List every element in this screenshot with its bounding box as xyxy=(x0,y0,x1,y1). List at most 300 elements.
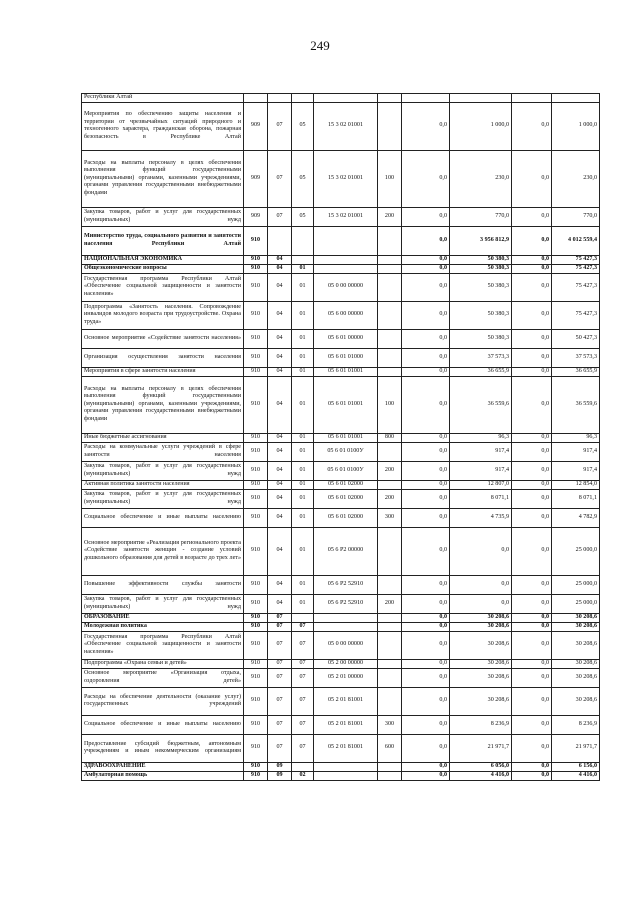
amount-1-cell: 0,0 xyxy=(402,376,450,433)
section-code-cell: 07 xyxy=(268,631,292,659)
amount-4-cell: 37 573,3 xyxy=(552,348,600,367)
amount-3-cell: 0,0 xyxy=(512,207,552,226)
subsection-code-cell: 01 xyxy=(292,301,314,329)
grbs-code-cell: 910 xyxy=(244,489,268,508)
table-row xyxy=(82,94,600,103)
grbs-code-cell: 910 xyxy=(244,631,268,659)
amount-1-cell: 0,0 xyxy=(402,668,450,687)
grbs-code-cell: 910 xyxy=(244,255,268,264)
subsection-code-cell: 01 xyxy=(292,489,314,508)
expense-type-cell xyxy=(378,94,402,103)
grbs-code-cell: 909 xyxy=(244,150,268,207)
section-code-cell: 04 xyxy=(268,273,292,301)
target-article-cell xyxy=(314,771,378,780)
amount-3-cell: 0,0 xyxy=(512,255,552,264)
amount-3-cell xyxy=(512,94,552,103)
amount-2-cell: 3 956 812,9 xyxy=(450,226,512,255)
amount-2-cell: 36 559,6 xyxy=(450,376,512,433)
grbs-code-cell: 910 xyxy=(244,715,268,734)
table-row xyxy=(82,102,600,150)
amount-1-cell: 0,0 xyxy=(402,226,450,255)
amount-2-cell: 4 416,0 xyxy=(450,771,512,780)
amount-1-cell: 0,0 xyxy=(402,594,450,613)
table-row xyxy=(82,433,600,442)
section-code-cell: 07 xyxy=(268,207,292,226)
table-row xyxy=(82,687,600,715)
amount-2-cell: 0,0 xyxy=(450,575,512,594)
grbs-code-cell: 910 xyxy=(244,301,268,329)
amount-4-cell: 25 000,0 xyxy=(552,594,600,613)
item-name-cell: Республики Алтай xyxy=(82,94,244,103)
amount-2-cell: 4 735,9 xyxy=(450,508,512,527)
amount-2-cell: 50 380,3 xyxy=(450,329,512,348)
grbs-code-cell: 910 xyxy=(244,659,268,668)
amount-2-cell: 50 380,3 xyxy=(450,264,512,273)
item-name-cell: Молодежная политика xyxy=(82,622,244,631)
amount-4-cell: 30 208,6 xyxy=(552,622,600,631)
target-article-cell: 05 6 01 0100У xyxy=(314,442,378,461)
grbs-code-cell: 910 xyxy=(244,376,268,433)
table-row xyxy=(82,622,600,631)
section-code-cell: 09 xyxy=(268,771,292,780)
section-code-cell: 04 xyxy=(268,575,292,594)
expense-type-cell xyxy=(378,273,402,301)
amount-3-cell: 0,0 xyxy=(512,659,552,668)
expense-type-cell: 300 xyxy=(378,508,402,527)
table-row xyxy=(82,442,600,461)
amount-4-cell: 30 208,6 xyxy=(552,613,600,622)
item-name-cell: ОБРАЗОВАНИЕ xyxy=(82,613,244,622)
grbs-code-cell: 910 xyxy=(244,442,268,461)
grbs-code-cell: 910 xyxy=(244,594,268,613)
amount-1-cell: 0,0 xyxy=(402,150,450,207)
target-article-cell: 05 6 01 0100У xyxy=(314,461,378,480)
amount-3-cell: 0,0 xyxy=(512,631,552,659)
table-row xyxy=(82,508,600,527)
amount-4-cell: 25 000,0 xyxy=(552,527,600,575)
amount-2-cell: 1 000,0 xyxy=(450,102,512,150)
item-name-cell: Основное мероприятие «Содействие занятости населения» xyxy=(82,329,244,348)
item-name-cell: Закупка товаров, работ и услуг для государственных (муниципальных) нужд xyxy=(82,594,244,613)
amount-3-cell: 0,0 xyxy=(512,348,552,367)
section-code-cell: 07 xyxy=(268,734,292,762)
amount-4-cell: 30 208,6 xyxy=(552,631,600,659)
target-article-cell: 05 6 01 02000 xyxy=(314,480,378,489)
amount-4-cell: 4 012 559,4 xyxy=(552,226,600,255)
page-number: 249 xyxy=(310,38,330,53)
expense-type-cell xyxy=(378,687,402,715)
table-row xyxy=(82,376,600,433)
grbs-code-cell: 910 xyxy=(244,527,268,575)
grbs-code-cell: 910 xyxy=(244,329,268,348)
amount-1-cell xyxy=(402,94,450,103)
subsection-code-cell: 01 xyxy=(292,329,314,348)
target-article-cell xyxy=(314,264,378,273)
expense-type-cell xyxy=(378,102,402,150)
section-code-cell: 04 xyxy=(268,442,292,461)
subsection-code-cell: 07 xyxy=(292,668,314,687)
grbs-code-cell: 910 xyxy=(244,433,268,442)
amount-1-cell: 0,0 xyxy=(402,480,450,489)
target-article-cell: 05 6 01 01001 xyxy=(314,376,378,433)
target-article-cell: 15 3 02 01001 xyxy=(314,207,378,226)
amount-3-cell: 0,0 xyxy=(512,668,552,687)
subsection-code-cell: 01 xyxy=(292,461,314,480)
amount-1-cell: 0,0 xyxy=(402,734,450,762)
section-code-cell: 04 xyxy=(268,508,292,527)
amount-4-cell: 917,4 xyxy=(552,461,600,480)
expense-type-cell xyxy=(378,442,402,461)
table-row xyxy=(82,527,600,575)
amount-1-cell: 0,0 xyxy=(402,329,450,348)
item-name-cell: ЗДРАВООХРАНЕНИЕ xyxy=(82,762,244,771)
grbs-code-cell: 910 xyxy=(244,367,268,376)
target-article-cell: 05 2 01 00000 xyxy=(314,668,378,687)
target-article-cell xyxy=(314,613,378,622)
item-name-cell: Иные бюджетные ассигнования xyxy=(82,433,244,442)
table-row xyxy=(82,631,600,659)
section-code-cell: 04 xyxy=(268,376,292,433)
expense-type-cell: 200 xyxy=(378,207,402,226)
expense-type-cell xyxy=(378,255,402,264)
table-row xyxy=(82,348,600,367)
expense-type-cell xyxy=(378,659,402,668)
amount-4-cell: 75 427,3 xyxy=(552,255,600,264)
expense-type-cell xyxy=(378,613,402,622)
target-article-cell: 05 2 01 81001 xyxy=(314,715,378,734)
table-row xyxy=(82,150,600,207)
amount-2-cell: 8 236,9 xyxy=(450,715,512,734)
expense-type-cell xyxy=(378,329,402,348)
amount-2-cell: 50 380,3 xyxy=(450,273,512,301)
subsection-code-cell: 07 xyxy=(292,659,314,668)
item-name-cell: Мероприятия по обеспечению защиты населения и территории от чрезвычайных ситуаций природного и техногенного характера, гражданская оборона, пожарная безопасность в Республике Алтай xyxy=(82,102,244,150)
amount-3-cell: 0,0 xyxy=(512,442,552,461)
item-name-cell: Государственная программа Республики Алтай «Обеспечение социальной защищенности и занятости населения» xyxy=(82,631,244,659)
item-name-cell: Социальное обеспечение и иные выплаты населению xyxy=(82,508,244,527)
expense-type-cell: 200 xyxy=(378,461,402,480)
amount-2-cell: 30 208,6 xyxy=(450,613,512,622)
amount-4-cell: 30 208,6 xyxy=(552,659,600,668)
target-article-cell: 05 6 01 01000 xyxy=(314,348,378,367)
table-row xyxy=(82,273,600,301)
subsection-code-cell: 07 xyxy=(292,734,314,762)
amount-1-cell: 0,0 xyxy=(402,461,450,480)
subsection-code-cell: 05 xyxy=(292,150,314,207)
amount-2-cell: 30 208,6 xyxy=(450,659,512,668)
section-code-cell: 07 xyxy=(268,687,292,715)
amount-3-cell: 0,0 xyxy=(512,367,552,376)
grbs-code-cell: 910 xyxy=(244,273,268,301)
table-row xyxy=(82,480,600,489)
item-name-cell: Предоставление субсидий бюджетным, автономным учреждениям и иным некоммерческим организациям xyxy=(82,734,244,762)
subsection-code-cell: 05 xyxy=(292,102,314,150)
target-article-cell: 05 0 00 00000 xyxy=(314,273,378,301)
amount-1-cell: 0,0 xyxy=(402,508,450,527)
item-name-cell: Повышение эффективности службы занятости xyxy=(82,575,244,594)
expense-type-cell xyxy=(378,631,402,659)
amount-3-cell: 0,0 xyxy=(512,301,552,329)
amount-3-cell: 0,0 xyxy=(512,762,552,771)
expense-type-cell xyxy=(378,771,402,780)
section-code-cell: 07 xyxy=(268,150,292,207)
amount-4-cell: 8 236,9 xyxy=(552,715,600,734)
table-row xyxy=(82,226,600,255)
amount-1-cell: 0,0 xyxy=(402,575,450,594)
expense-type-cell: 600 xyxy=(378,734,402,762)
grbs-code-cell: 910 xyxy=(244,771,268,780)
table-row xyxy=(82,762,600,771)
amount-1-cell: 0,0 xyxy=(402,659,450,668)
target-article-cell: 05 6 01 02000 xyxy=(314,489,378,508)
amount-2-cell: 6 056,0 xyxy=(450,762,512,771)
amount-3-cell: 0,0 xyxy=(512,508,552,527)
table-row xyxy=(82,329,600,348)
amount-1-cell: 0,0 xyxy=(402,489,450,508)
amount-2-cell: 30 208,6 xyxy=(450,631,512,659)
amount-3-cell: 0,0 xyxy=(512,102,552,150)
expense-type-cell: 200 xyxy=(378,594,402,613)
grbs-code-cell: 910 xyxy=(244,575,268,594)
expense-type-cell: 800 xyxy=(378,433,402,442)
subsection-code-cell: 01 xyxy=(292,575,314,594)
amount-3-cell: 0,0 xyxy=(512,715,552,734)
amount-2-cell: 8 071,1 xyxy=(450,489,512,508)
amount-3-cell: 0,0 xyxy=(512,622,552,631)
target-article-cell: 05 2 00 00000 xyxy=(314,659,378,668)
expense-type-cell xyxy=(378,762,402,771)
expense-type-cell xyxy=(378,348,402,367)
amount-3-cell: 0,0 xyxy=(512,489,552,508)
subsection-code-cell: 07 xyxy=(292,631,314,659)
item-name-cell: Общеэкономические вопросы xyxy=(82,264,244,273)
subsection-code-cell: 05 xyxy=(292,207,314,226)
amount-4-cell: 25 000,0 xyxy=(552,575,600,594)
expense-type-cell xyxy=(378,367,402,376)
section-code-cell: 04 xyxy=(268,329,292,348)
subsection-code-cell: 02 xyxy=(292,771,314,780)
item-name-cell: Расходы на выплаты персоналу в целях обеспечения выполнения функций государственными (муниципальными) органами, казенными учреждениями, органами управления государственными внебюджетными фондами xyxy=(82,376,244,433)
section-code-cell: 04 xyxy=(268,255,292,264)
amount-2-cell: 50 380,3 xyxy=(450,255,512,264)
subsection-code-cell: 01 xyxy=(292,433,314,442)
item-name-cell: Закупка товаров, работ и услуг для государственных (муниципальных) нужд xyxy=(82,207,244,226)
table-row xyxy=(82,613,600,622)
subsection-code-cell xyxy=(292,613,314,622)
subsection-code-cell: 01 xyxy=(292,480,314,489)
amount-4-cell: 75 427,3 xyxy=(552,301,600,329)
amount-4-cell: 36 559,6 xyxy=(552,376,600,433)
amount-1-cell: 0,0 xyxy=(402,687,450,715)
expense-type-cell: 200 xyxy=(378,489,402,508)
section-code-cell: 04 xyxy=(268,367,292,376)
amount-4-cell: 12 854,0 xyxy=(552,480,600,489)
grbs-code-cell: 909 xyxy=(244,207,268,226)
section-code-cell: 04 xyxy=(268,527,292,575)
table-row xyxy=(82,367,600,376)
grbs-code-cell: 910 xyxy=(244,508,268,527)
amount-4-cell: 75 427,3 xyxy=(552,273,600,301)
amount-4-cell: 1 000,0 xyxy=(552,102,600,150)
item-name-cell: Государственная программа Республики Алтай «Обеспечение социальной защищенности и занятости населения» xyxy=(82,273,244,301)
amount-2-cell: 21 971,7 xyxy=(450,734,512,762)
section-code-cell: 07 xyxy=(268,659,292,668)
amount-2-cell: 30 208,6 xyxy=(450,687,512,715)
amount-1-cell: 0,0 xyxy=(402,613,450,622)
amount-1-cell: 0,0 xyxy=(402,255,450,264)
subsection-code-cell: 07 xyxy=(292,687,314,715)
subsection-code-cell: 01 xyxy=(292,442,314,461)
item-name-cell: Подпрограмма «Занятость населения. Сопровождение инвалидов молодого возраста при трудоустройстве. Охрана труда» xyxy=(82,301,244,329)
target-article-cell: 05 2 01 81001 xyxy=(314,687,378,715)
grbs-code-cell: 910 xyxy=(244,734,268,762)
subsection-code-cell: 01 xyxy=(292,273,314,301)
subsection-code-cell: 01 xyxy=(292,367,314,376)
amount-4-cell: 50 427,3 xyxy=(552,329,600,348)
table-row xyxy=(82,489,600,508)
amount-2-cell: 30 208,6 xyxy=(450,622,512,631)
amount-2-cell: 0,0 xyxy=(450,527,512,575)
expense-type-cell xyxy=(378,301,402,329)
amount-2-cell: 12 807,0 xyxy=(450,480,512,489)
amount-2-cell: 50 380,3 xyxy=(450,301,512,329)
item-name-cell: Закупка товаров, работ и услуг для государственных (муниципальных) нужд xyxy=(82,489,244,508)
amount-4-cell xyxy=(552,94,600,103)
amount-4-cell: 30 208,6 xyxy=(552,668,600,687)
amount-3-cell: 0,0 xyxy=(512,461,552,480)
amount-4-cell: 6 156,0 xyxy=(552,762,600,771)
grbs-code-cell: 910 xyxy=(244,264,268,273)
grbs-code-cell: 910 xyxy=(244,622,268,631)
amount-2-cell: 917,4 xyxy=(450,442,512,461)
amount-1-cell: 0,0 xyxy=(402,207,450,226)
target-article-cell: 05 6 00 00000 xyxy=(314,301,378,329)
grbs-code-cell: 910 xyxy=(244,668,268,687)
table-row xyxy=(82,594,600,613)
target-article-cell xyxy=(314,622,378,631)
table-row xyxy=(82,207,600,226)
item-name-cell: Расходы на обеспечение деятельности (оказание услуг) государственных учреждений xyxy=(82,687,244,715)
table-row xyxy=(82,659,600,668)
target-article-cell xyxy=(314,226,378,255)
subsection-code-cell: 01 xyxy=(292,264,314,273)
amount-3-cell: 0,0 xyxy=(512,527,552,575)
table-row xyxy=(82,734,600,762)
amount-2-cell xyxy=(450,94,512,103)
budget-table xyxy=(81,93,600,781)
amount-3-cell: 0,0 xyxy=(512,376,552,433)
section-code-cell: 04 xyxy=(268,594,292,613)
item-name-cell: Основное мероприятие «Реализация регионального проекта «Содействие занятости женщин - создание условий дошкольного образования для детей в возрасте до трех лет» xyxy=(82,527,244,575)
target-article-cell: 15 3 02 01001 xyxy=(314,150,378,207)
amount-1-cell: 0,0 xyxy=(402,771,450,780)
amount-3-cell: 0,0 xyxy=(512,594,552,613)
amount-2-cell: 30 208,6 xyxy=(450,668,512,687)
expense-type-cell xyxy=(378,264,402,273)
subsection-code-cell: 07 xyxy=(292,715,314,734)
target-article-cell xyxy=(314,255,378,264)
amount-2-cell: 917,4 xyxy=(450,461,512,480)
table-row xyxy=(82,575,600,594)
expense-type-cell: 300 xyxy=(378,715,402,734)
expense-type-cell: 100 xyxy=(378,376,402,433)
table-row xyxy=(82,264,600,273)
section-code-cell: 04 xyxy=(268,489,292,508)
item-name-cell: Расходы на выплаты персоналу в целях обеспечения выполнения функций государственными (муниципальными) органами, казенными учреждениями, органами управления государственными внебюджетными фондами xyxy=(82,150,244,207)
section-code-cell: 04 xyxy=(268,461,292,480)
target-article-cell: 05 6 P2 52910 xyxy=(314,594,378,613)
amount-2-cell: 0,0 xyxy=(450,594,512,613)
amount-4-cell: 96,3 xyxy=(552,433,600,442)
subsection-code-cell xyxy=(292,255,314,264)
table-row xyxy=(82,461,600,480)
section-code-cell xyxy=(268,94,292,103)
section-code-cell: 07 xyxy=(268,668,292,687)
grbs-code-cell: 910 xyxy=(244,348,268,367)
table-row xyxy=(82,255,600,264)
amount-2-cell: 36 655,9 xyxy=(450,367,512,376)
section-code-cell: 09 xyxy=(268,762,292,771)
target-article-cell: 05 2 01 81001 xyxy=(314,734,378,762)
subsection-code-cell: 01 xyxy=(292,508,314,527)
item-name-cell: Амбулаторная помощь xyxy=(82,771,244,780)
table-row xyxy=(82,771,600,780)
amount-4-cell: 4 782,9 xyxy=(552,508,600,527)
item-name-cell: Социальное обеспечение и иные выплаты населению xyxy=(82,715,244,734)
amount-2-cell: 96,3 xyxy=(450,433,512,442)
grbs-code-cell: 910 xyxy=(244,762,268,771)
amount-1-cell: 0,0 xyxy=(402,367,450,376)
table-row xyxy=(82,301,600,329)
amount-1-cell: 0,0 xyxy=(402,348,450,367)
target-article-cell: 05 6 01 02000 xyxy=(314,508,378,527)
grbs-code-cell xyxy=(244,94,268,103)
item-name-cell: Министерство труда, социального развития и занятости населения Республики Алтай xyxy=(82,226,244,255)
section-code-cell: 07 xyxy=(268,622,292,631)
expense-type-cell: 100 xyxy=(378,150,402,207)
item-name-cell: Мероприятия в сфере занятости населения xyxy=(82,367,244,376)
section-code-cell: 04 xyxy=(268,433,292,442)
amount-1-cell: 0,0 xyxy=(402,622,450,631)
item-name-cell: Подпрограмма «Охрана семьи и детей» xyxy=(82,659,244,668)
table-row xyxy=(82,715,600,734)
amount-1-cell: 0,0 xyxy=(402,433,450,442)
target-article-cell xyxy=(314,762,378,771)
section-code-cell: 07 xyxy=(268,613,292,622)
grbs-code-cell: 910 xyxy=(244,226,268,255)
grbs-code-cell: 910 xyxy=(244,613,268,622)
target-article-cell: 05 6 01 01001 xyxy=(314,367,378,376)
amount-3-cell: 0,0 xyxy=(512,734,552,762)
expense-type-cell xyxy=(378,226,402,255)
amount-1-cell: 0,0 xyxy=(402,631,450,659)
amount-4-cell: 770,0 xyxy=(552,207,600,226)
amount-2-cell: 37 573,3 xyxy=(450,348,512,367)
amount-4-cell: 4 416,0 xyxy=(552,771,600,780)
amount-3-cell: 0,0 xyxy=(512,575,552,594)
amount-1-cell: 0,0 xyxy=(402,442,450,461)
amount-4-cell: 30 208,6 xyxy=(552,687,600,715)
amount-4-cell: 8 071,1 xyxy=(552,489,600,508)
amount-4-cell: 75 427,3 xyxy=(552,264,600,273)
section-code-cell: 07 xyxy=(268,102,292,150)
amount-1-cell: 0,0 xyxy=(402,527,450,575)
amount-1-cell: 0,0 xyxy=(402,715,450,734)
expense-type-cell xyxy=(378,622,402,631)
amount-1-cell: 0,0 xyxy=(402,301,450,329)
grbs-code-cell: 910 xyxy=(244,480,268,489)
target-article-cell xyxy=(314,94,378,103)
